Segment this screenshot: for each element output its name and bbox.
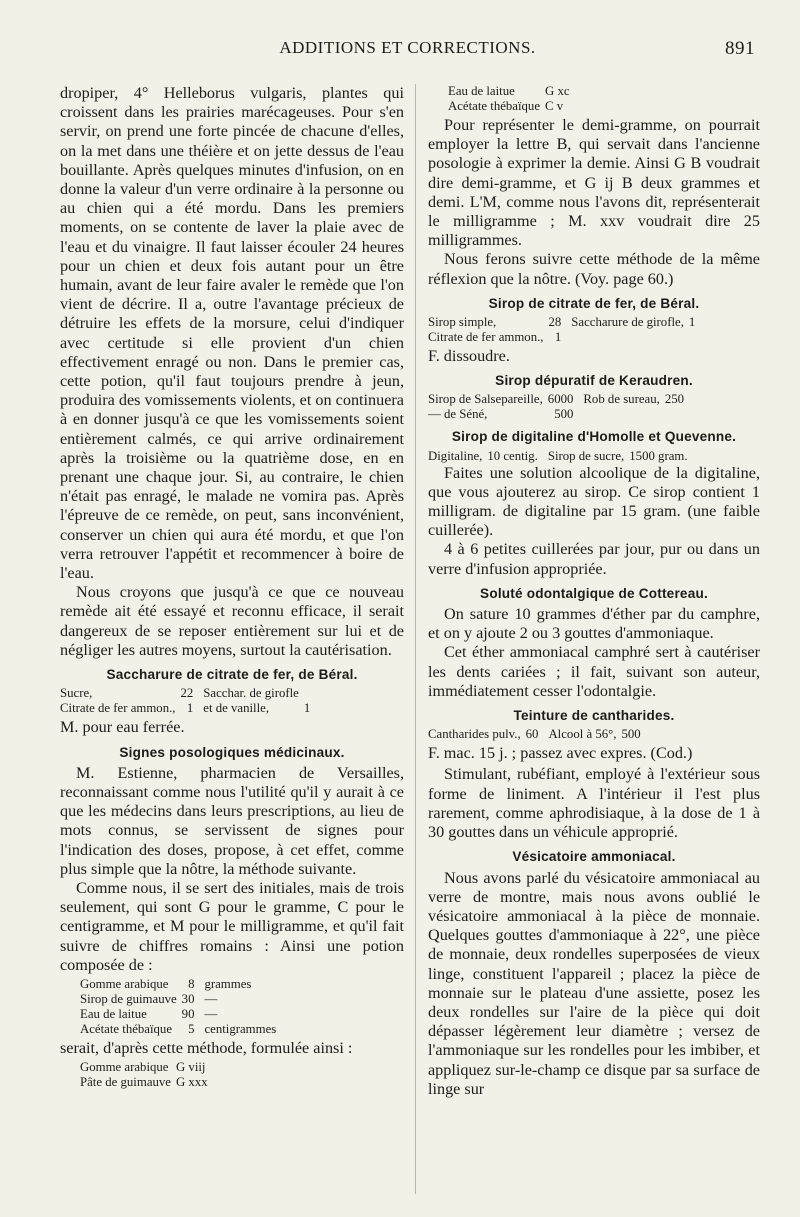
formula-row bbox=[80, 1007, 281, 1022]
quantity: 1 bbox=[303, 701, 311, 716]
quantity: 1 bbox=[688, 315, 696, 330]
ingredient: Sucre, bbox=[60, 686, 93, 701]
ingredient: Saccharure de girofle, bbox=[571, 315, 684, 330]
dose: G xxx bbox=[175, 1075, 208, 1090]
ingredient: Citrate de fer ammon., bbox=[60, 701, 176, 716]
paragraph: Faites une solution alcoolique de la digitaline, que vous ajouterez au sirop. Ce sirop contient 1 milligram. de digitaline par 15 gram. (une faible cuillerée). bbox=[428, 463, 760, 540]
ingredient: Citrate de fer ammon., bbox=[428, 330, 544, 345]
quantity: 5 bbox=[188, 1021, 195, 1036]
ingredient: Gomme arabique bbox=[80, 1060, 169, 1075]
ingredient: Sacchar. de girofle bbox=[203, 686, 299, 701]
quantity: 8 bbox=[188, 976, 195, 991]
paragraph: Nous ferons suivre cette méthode de la même réflexion que la nôtre. (Voy. page 60.) bbox=[428, 250, 760, 288]
paragraph: Pour représenter le demi-gramme, on pourrait employer la lettre B, qui servait dans l'ancienne posologie à exprimer la demie. Ainsi G B voudrait dire demi-gramme, et G ij B deux grammes et demi. L'M, comme nous l'avons dit, représenterait le milligramme ; M. xxv voudrait dire 25 milligrammes. bbox=[428, 116, 760, 250]
formula-row bbox=[80, 1075, 213, 1090]
formula-table bbox=[428, 392, 689, 422]
ingredient: Eau de laitue bbox=[80, 1006, 147, 1021]
ingredient: Sirop simple, bbox=[428, 315, 497, 330]
formula-row bbox=[428, 315, 700, 330]
running-title: ADDITIONS ET CORRECTIONS. bbox=[279, 38, 536, 57]
quantity: 10 centig. bbox=[487, 448, 538, 463]
quantity: 1 bbox=[186, 701, 194, 716]
formula-row bbox=[80, 1022, 281, 1037]
ingredient: Sirop de sucre, bbox=[547, 448, 625, 463]
section-heading: Saccharure de citrate de fer, de Béral. bbox=[106, 667, 358, 683]
ingredient: Cantharides pulv., bbox=[428, 727, 521, 742]
formula-row bbox=[80, 992, 281, 1007]
ingredient: Alcool à 56°, bbox=[548, 727, 617, 742]
quantity: 90 bbox=[181, 1006, 195, 1021]
section-heading: Sirop de digitaline d'Homolle et Quevenne. bbox=[451, 429, 737, 445]
unit: — bbox=[204, 991, 218, 1006]
formula-row bbox=[448, 99, 575, 114]
ingredient: Rob de sureau, bbox=[583, 392, 660, 407]
paragraph: F. dissoudre. bbox=[428, 347, 510, 366]
formula-table bbox=[428, 315, 700, 345]
section-heading: Vésicatoire ammoniacal. bbox=[512, 849, 676, 865]
formula-row bbox=[428, 330, 700, 345]
paragraph: Stimulant, rubéfiant, employé à l'extérieur sous forme de liniment. A l'intérieur il l'est plus rarement, comme aphrodisiaque, à la dose de 1 à 30 gouttes dans un véhicule approprié. bbox=[428, 765, 760, 842]
formula-table bbox=[60, 686, 315, 716]
quantity: 22 bbox=[180, 686, 194, 701]
section-heading: Teinture de cantharides. bbox=[513, 708, 675, 724]
paragraph: 4 à 6 petites cuillerées par jour, pur ou dans un verre d'infusion appropriée. bbox=[428, 540, 760, 578]
ingredient: Eau de laitue bbox=[448, 84, 515, 98]
page-number: 891 bbox=[725, 38, 755, 59]
section-heading: Signes posologiques médicinaux. bbox=[119, 744, 345, 760]
paragraph: Cet éther ammoniacal camphré sert à cautériser les dents cariées ; il fait, suivant son auteur, immédiatement cesser l'odontalgie. bbox=[428, 643, 760, 700]
column-divider bbox=[415, 84, 416, 1194]
ingredient: Acétate thébaïque bbox=[80, 1021, 173, 1036]
unit: — bbox=[204, 1006, 218, 1021]
left-column bbox=[60, 84, 404, 1092]
formula-row bbox=[428, 449, 693, 464]
ingredient: Digitaline, bbox=[428, 448, 483, 463]
paragraph: M. Estienne, pharmacien de Versailles, reconnaissant comme nous l'utilité qu'il y aurait à ce que les médecins dans leurs prescriptions, au lieu de mots connus, se servissent de signes pour l'indication des doses, propose, à cet effet, comme plus simple que la nôtre, la méthode suivante. bbox=[60, 763, 404, 878]
dose: G viij bbox=[175, 1060, 206, 1075]
section-heading: Sirop dépuratif de Keraudren. bbox=[495, 373, 693, 389]
quantity: 1 bbox=[554, 330, 562, 345]
ingredient: Gomme arabique bbox=[80, 976, 169, 991]
dose: C v bbox=[545, 99, 564, 113]
quantity: 1500 gram. bbox=[629, 448, 688, 463]
formula-row bbox=[448, 84, 575, 99]
ingredient: Sirop de Salsepareille, bbox=[428, 392, 543, 407]
unit: centigrammes bbox=[204, 1021, 277, 1036]
quantity: 500 bbox=[621, 727, 641, 742]
paragraph: Nous croyons que jusqu'à ce que ce nouveau remède ait été essayé et reconnu efficace, il serait dangereux de se reposer entièrement sur lui et de négliger les autres moyens, surtout la cautérisation. bbox=[60, 583, 404, 659]
ingredient: Acétate thébaïque bbox=[448, 99, 541, 113]
formula-table bbox=[80, 977, 281, 1037]
ingredient: Sirop de guimauve bbox=[80, 991, 177, 1006]
quantity: 60 bbox=[525, 727, 539, 742]
formula-table bbox=[448, 84, 575, 114]
paragraph: F. mac. 15 j. ; passez avec expres. (Cod.) bbox=[428, 744, 693, 763]
paragraph: dropiper, 4° Helleborus vulgaris, plantes qui croissent dans les prairies marécageuses. Pour s'en servir, on prend une forte pincée de chacune d'elles, on la met dans une théière et on jette dessus de l'eau bouillante. Après quelques minutes d'infusion, on en donne la valeur d'un verre ordinaire à la personne ou au chien qui a été mordu. Dans les premiers moments, on se contente de laver la plaie avec de l'eau et du vinaigre. Il faut laisser écouler 24 heures pour un chien et deux fois autant pour un être humain, avant de leur faire avaler le remède que l'on vient de décrire. Il a, outre l'avantage précieux de détruire les effets de la morsure, celui d'indiquer avec certitude si elle provient d'un chien effectivement enragé ou non. Dans le premier cas, cette potion, qu'il faut toujours prendre à jeun, produira des vomissements violents, et on continuera à en donner jusqu'à ce que les vomissements soient entièrement calmés, ce qui arrive ordinairement après la troisième ou la quatrième dose, en en prenant une chaque jour. Si, au contraire, le chien n'était pas enragé, le malade ne vomira pas. Après l'épreuve de ce remède, on peut, sans inconvénient, conserver un chien qui aura été mordu, et que l'on verra retrouver l'appétit et recommencer à boire de l'eau. bbox=[60, 84, 404, 583]
paragraph: serait, d'après cette méthode, formulée ainsi : bbox=[60, 1038, 353, 1057]
ingredient: et de vanille, bbox=[203, 701, 270, 716]
dose: G xc bbox=[545, 84, 570, 98]
section-heading: Soluté odontalgique de Cottereau. bbox=[480, 585, 708, 601]
paragraph: M. pour eau ferrée. bbox=[60, 718, 185, 737]
formula-row bbox=[428, 727, 646, 742]
ingredient: — de Séné, bbox=[428, 407, 488, 422]
right-column bbox=[428, 84, 760, 1099]
paragraph: Comme nous, il se sert des initiales, mais de trois seulement, qui sont G pour le gramme, C pour le centigramme, et M pour le milligramme, et qu'il fait suivre de chiffres romains : Ainsi une potion composée de : bbox=[60, 878, 404, 974]
paragraph: On sature 10 grammes d'éther par du camphre, et on y ajoute 2 ou 3 gouttes d'ammoniaque. bbox=[428, 605, 760, 643]
running-head bbox=[60, 38, 755, 66]
quantity: 30 bbox=[181, 991, 195, 1006]
quantity: 28 bbox=[548, 315, 562, 330]
paragraph: Nous avons parlé du vésicatoire ammoniacal au verre de montre, mais nous avons oublié le vésicatoire ammoniacal à la pièce de monnaie. Quelques gouttes d'ammoniaque à 22°, une pièce de monnaie, deux rondelles superposées de vieux linge, constituent l'appareil ; placez la pièce de monnaie sur le plateau d'une assiette, posez les deux rondelles sur l'aire de la pièce qui doit dépasser légèrement leur diamètre ; versez de l'ammoniaque sur les rondelles pour les imbiber, et appliquez sur-le-champ ce disque par sa surface de linge sur bbox=[428, 868, 760, 1098]
formula-row bbox=[80, 977, 281, 992]
formula-table bbox=[428, 727, 646, 742]
formula-row bbox=[60, 686, 315, 701]
formula-row bbox=[60, 701, 315, 716]
formula-table bbox=[428, 449, 693, 464]
quantity: 6000 bbox=[547, 392, 574, 407]
quantity: 500 bbox=[554, 407, 574, 422]
formula-row bbox=[80, 1060, 213, 1075]
section-heading: Sirop de citrate de fer, de Béral. bbox=[488, 295, 700, 311]
quantity bbox=[304, 686, 315, 701]
formula-table bbox=[80, 1060, 213, 1090]
quantity: 250 bbox=[664, 392, 685, 407]
ingredient: Pâte de guimauve bbox=[80, 1075, 171, 1090]
unit: grammes bbox=[204, 976, 252, 991]
formula-row bbox=[428, 407, 689, 422]
formula-row bbox=[428, 392, 689, 407]
